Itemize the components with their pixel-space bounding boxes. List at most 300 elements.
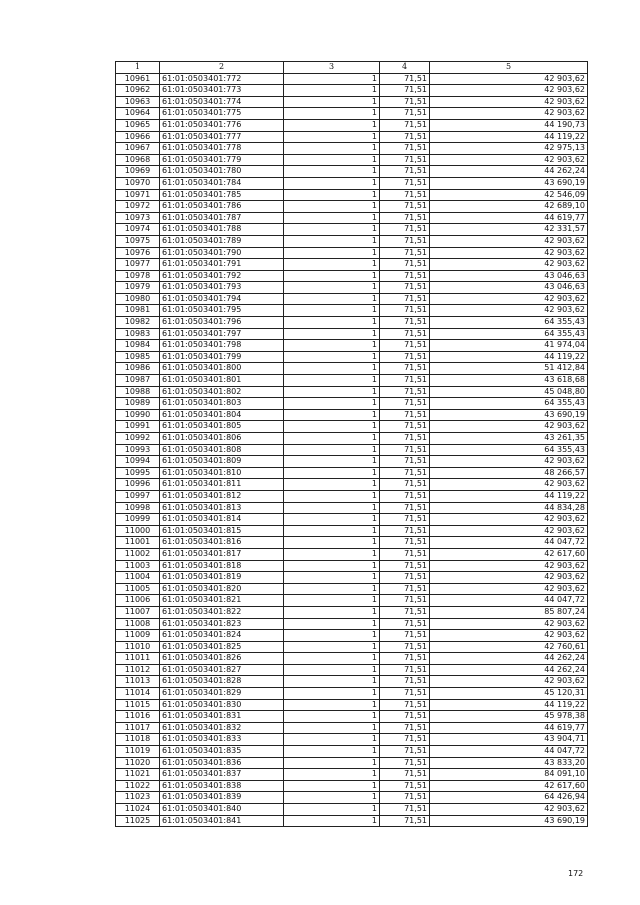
table-row [116, 143, 588, 155]
cadastral-number-cell: 61:01:0503401:803 [160, 398, 284, 410]
quantity-cell: 1 [284, 502, 380, 514]
row-number-cell: 10999 [116, 514, 160, 526]
value-cell: 44 047,72 [430, 746, 588, 758]
area-cell: 71,51 [380, 630, 430, 642]
row-number-cell: 11021 [116, 769, 160, 781]
quantity-cell: 1 [284, 815, 380, 827]
row-number-cell: 10996 [116, 479, 160, 491]
quantity-cell: 1 [284, 490, 380, 502]
cadastral-number-cell: 61:01:0503401:792 [160, 270, 284, 282]
row-number-cell: 11005 [116, 583, 160, 595]
quantity-cell: 1 [284, 433, 380, 445]
row-number-cell: 10961 [116, 73, 160, 85]
area-cell: 71,51 [380, 514, 430, 526]
quantity-cell: 1 [284, 746, 380, 758]
value-cell: 64 355,43 [430, 328, 588, 340]
row-number-cell: 10964 [116, 108, 160, 120]
cadastral-number-cell: 61:01:0503401:818 [160, 560, 284, 572]
cadastral-number-cell: 61:01:0503401:799 [160, 351, 284, 363]
row-number-cell: 11015 [116, 699, 160, 711]
area-cell: 71,51 [380, 119, 430, 131]
row-number-cell: 10963 [116, 96, 160, 108]
table-row [116, 630, 588, 642]
quantity-cell: 1 [284, 421, 380, 433]
value-cell: 42 903,62 [430, 525, 588, 537]
cadastral-number-cell: 61:01:0503401:778 [160, 143, 284, 155]
quantity-cell: 1 [284, 676, 380, 688]
quantity-cell: 1 [284, 351, 380, 363]
table-row [116, 537, 588, 549]
value-cell: 44 119,22 [430, 699, 588, 711]
value-cell: 43 618,68 [430, 375, 588, 387]
row-number-cell: 10998 [116, 502, 160, 514]
column-header-1: 1 [116, 62, 160, 74]
quantity-cell: 1 [284, 398, 380, 410]
area-cell: 71,51 [380, 560, 430, 572]
quantity-cell: 1 [284, 96, 380, 108]
row-number-cell: 11013 [116, 676, 160, 688]
quantity-cell: 1 [284, 560, 380, 572]
table-row [116, 328, 588, 340]
cadastral-number-cell: 61:01:0503401:826 [160, 653, 284, 665]
value-cell: 44 119,22 [430, 351, 588, 363]
row-number-cell: 11004 [116, 572, 160, 584]
quantity-cell: 1 [284, 305, 380, 317]
cadastral-number-cell: 61:01:0503401:816 [160, 537, 284, 549]
value-cell: 42 903,62 [430, 583, 588, 595]
area-cell: 71,51 [380, 641, 430, 653]
row-number-cell: 11011 [116, 653, 160, 665]
value-cell: 85 807,24 [430, 606, 588, 618]
value-cell: 43 690,19 [430, 815, 588, 827]
area-cell: 71,51 [380, 525, 430, 537]
area-cell: 71,51 [380, 537, 430, 549]
row-number-cell: 10971 [116, 189, 160, 201]
quantity-cell: 1 [284, 514, 380, 526]
cadastral-number-cell: 61:01:0503401:812 [160, 490, 284, 502]
quantity-cell: 1 [284, 688, 380, 700]
value-cell: 43 690,19 [430, 409, 588, 421]
cadastral-number-cell: 61:01:0503401:815 [160, 525, 284, 537]
area-cell: 71,51 [380, 688, 430, 700]
row-number-cell: 10992 [116, 433, 160, 445]
area-cell: 71,51 [380, 456, 430, 468]
area-cell: 71,51 [380, 490, 430, 502]
cadastral-number-cell: 61:01:0503401:774 [160, 96, 284, 108]
value-cell: 42 617,60 [430, 780, 588, 792]
cadastral-number-cell: 61:01:0503401:785 [160, 189, 284, 201]
column-header-4: 4 [380, 62, 430, 74]
row-number-cell: 10990 [116, 409, 160, 421]
quantity-cell: 1 [284, 177, 380, 189]
cadastral-number-cell: 61:01:0503401:827 [160, 664, 284, 676]
area-cell: 71,51 [380, 224, 430, 236]
table-row [116, 664, 588, 676]
table-row [116, 270, 588, 282]
row-number-cell: 10972 [116, 201, 160, 213]
quantity-cell: 1 [284, 769, 380, 781]
data-table [115, 61, 588, 827]
table-row [116, 618, 588, 630]
cadastral-number-cell: 61:01:0503401:808 [160, 444, 284, 456]
header-row [116, 62, 588, 74]
row-number-cell: 11002 [116, 548, 160, 560]
value-cell: 42 546,09 [430, 189, 588, 201]
area-cell: 71,51 [380, 293, 430, 305]
table-row [116, 421, 588, 433]
quantity-cell: 1 [284, 131, 380, 143]
row-number-cell: 10980 [116, 293, 160, 305]
row-number-cell: 10989 [116, 398, 160, 410]
row-number-cell: 10977 [116, 259, 160, 271]
area-cell: 71,51 [380, 757, 430, 769]
quantity-cell: 1 [284, 467, 380, 479]
cadastral-number-cell: 61:01:0503401:800 [160, 363, 284, 375]
value-cell: 42 331,57 [430, 224, 588, 236]
row-number-cell: 10962 [116, 85, 160, 97]
table-row [116, 409, 588, 421]
quantity-cell: 1 [284, 270, 380, 282]
value-cell: 42 903,62 [430, 514, 588, 526]
row-number-cell: 11018 [116, 734, 160, 746]
value-cell: 64 426,94 [430, 792, 588, 804]
table-row [116, 606, 588, 618]
table-row [116, 293, 588, 305]
row-number-cell: 10979 [116, 282, 160, 294]
area-cell: 71,51 [380, 618, 430, 630]
value-cell: 42 975,13 [430, 143, 588, 155]
value-cell: 44 119,22 [430, 490, 588, 502]
area-cell: 71,51 [380, 398, 430, 410]
table-row [116, 502, 588, 514]
quantity-cell: 1 [284, 224, 380, 236]
value-cell: 43 261,35 [430, 433, 588, 445]
quantity-cell: 1 [284, 108, 380, 120]
value-cell: 42 903,62 [430, 305, 588, 317]
cadastral-number-cell: 61:01:0503401:814 [160, 514, 284, 526]
area-cell: 71,51 [380, 85, 430, 97]
area-cell: 71,51 [380, 595, 430, 607]
cadastral-number-cell: 61:01:0503401:795 [160, 305, 284, 317]
quantity-cell: 1 [284, 189, 380, 201]
table-row [116, 548, 588, 560]
quantity-cell: 1 [284, 444, 380, 456]
area-cell: 71,51 [380, 769, 430, 781]
value-cell: 44 047,72 [430, 537, 588, 549]
area-cell: 71,51 [380, 166, 430, 178]
area-cell: 71,51 [380, 282, 430, 294]
cadastral-number-cell: 61:01:0503401:801 [160, 375, 284, 387]
cadastral-number-cell: 61:01:0503401:784 [160, 177, 284, 189]
value-cell: 64 355,43 [430, 317, 588, 329]
table-row [116, 815, 588, 827]
cadastral-number-cell: 61:01:0503401:830 [160, 699, 284, 711]
area-cell: 71,51 [380, 804, 430, 816]
quantity-cell: 1 [284, 583, 380, 595]
area-cell: 71,51 [380, 606, 430, 618]
table-row [116, 746, 588, 758]
area-cell: 71,51 [380, 444, 430, 456]
row-number-cell: 10993 [116, 444, 160, 456]
cadastral-number-cell: 61:01:0503401:797 [160, 328, 284, 340]
table-row [116, 108, 588, 120]
table-row [116, 467, 588, 479]
area-cell: 71,51 [380, 189, 430, 201]
cadastral-number-cell: 61:01:0503401:822 [160, 606, 284, 618]
table-row [116, 85, 588, 97]
area-cell: 71,51 [380, 746, 430, 758]
cadastral-number-cell: 61:01:0503401:780 [160, 166, 284, 178]
row-number-cell: 11007 [116, 606, 160, 618]
row-number-cell: 11009 [116, 630, 160, 642]
quantity-cell: 1 [284, 317, 380, 329]
table-row [116, 595, 588, 607]
table-row [116, 166, 588, 178]
cadastral-number-cell: 61:01:0503401:820 [160, 583, 284, 595]
value-cell: 43 833,20 [430, 757, 588, 769]
row-number-cell: 11003 [116, 560, 160, 572]
area-cell: 71,51 [380, 502, 430, 514]
area-cell: 71,51 [380, 270, 430, 282]
row-number-cell: 10994 [116, 456, 160, 468]
area-cell: 71,51 [380, 653, 430, 665]
cadastral-number-cell: 61:01:0503401:821 [160, 595, 284, 607]
quantity-cell: 1 [284, 375, 380, 387]
row-number-cell: 11006 [116, 595, 160, 607]
table-row [116, 189, 588, 201]
area-cell: 71,51 [380, 386, 430, 398]
area-cell: 71,51 [380, 583, 430, 595]
value-cell: 45 978,38 [430, 711, 588, 723]
area-cell: 71,51 [380, 421, 430, 433]
table-row [116, 804, 588, 816]
cadastral-number-cell: 61:01:0503401:794 [160, 293, 284, 305]
value-cell: 42 903,62 [430, 456, 588, 468]
value-cell: 44 190,73 [430, 119, 588, 131]
row-number-cell: 10982 [116, 317, 160, 329]
table-row [116, 398, 588, 410]
quantity-cell: 1 [284, 630, 380, 642]
cadastral-number-cell: 61:01:0503401:831 [160, 711, 284, 723]
cadastral-number-cell: 61:01:0503401:810 [160, 467, 284, 479]
quantity-cell: 1 [284, 119, 380, 131]
value-cell: 84 091,10 [430, 769, 588, 781]
cadastral-number-cell: 61:01:0503401:804 [160, 409, 284, 421]
value-cell: 42 903,62 [430, 572, 588, 584]
column-header-3: 3 [284, 62, 380, 74]
value-cell: 44 619,77 [430, 722, 588, 734]
quantity-cell: 1 [284, 804, 380, 816]
quantity-cell: 1 [284, 143, 380, 155]
area-cell: 71,51 [380, 664, 430, 676]
value-cell: 42 903,62 [430, 154, 588, 166]
quantity-cell: 1 [284, 386, 380, 398]
cadastral-number-cell: 61:01:0503401:828 [160, 676, 284, 688]
cadastral-number-cell: 61:01:0503401:772 [160, 73, 284, 85]
row-number-cell: 10988 [116, 386, 160, 398]
area-cell: 71,51 [380, 201, 430, 213]
value-cell: 45 048,80 [430, 386, 588, 398]
value-cell: 43 904,71 [430, 734, 588, 746]
row-number-cell: 11001 [116, 537, 160, 549]
quantity-cell: 1 [284, 606, 380, 618]
table-row [116, 340, 588, 352]
table-row [116, 734, 588, 746]
value-cell: 43 046,63 [430, 270, 588, 282]
table-row [116, 73, 588, 85]
value-cell: 48 266,57 [430, 467, 588, 479]
quantity-cell: 1 [284, 247, 380, 259]
quantity-cell: 1 [284, 780, 380, 792]
row-number-cell: 10966 [116, 131, 160, 143]
cadastral-number-cell: 61:01:0503401:811 [160, 479, 284, 491]
table-row [116, 212, 588, 224]
cadastral-number-cell: 61:01:0503401:839 [160, 792, 284, 804]
cadastral-number-cell: 61:01:0503401:773 [160, 85, 284, 97]
table-row [116, 305, 588, 317]
table-row [116, 757, 588, 769]
cadastral-number-cell: 61:01:0503401:823 [160, 618, 284, 630]
row-number-cell: 10985 [116, 351, 160, 363]
column-header-5: 5 [430, 62, 588, 74]
row-number-cell: 11024 [116, 804, 160, 816]
row-number-cell: 10987 [116, 375, 160, 387]
value-cell: 42 903,62 [430, 247, 588, 259]
area-cell: 71,51 [380, 340, 430, 352]
quantity-cell: 1 [284, 722, 380, 734]
area-cell: 71,51 [380, 143, 430, 155]
area-cell: 71,51 [380, 699, 430, 711]
cadastral-number-cell: 61:01:0503401:833 [160, 734, 284, 746]
row-number-cell: 11019 [116, 746, 160, 758]
table-row [116, 177, 588, 189]
area-cell: 71,51 [380, 328, 430, 340]
cadastral-number-cell: 61:01:0503401:819 [160, 572, 284, 584]
value-cell: 44 834,28 [430, 502, 588, 514]
area-cell: 71,51 [380, 548, 430, 560]
area-cell: 71,51 [380, 792, 430, 804]
cadastral-number-cell: 61:01:0503401:840 [160, 804, 284, 816]
quantity-cell: 1 [284, 757, 380, 769]
table-row [116, 490, 588, 502]
area-cell: 71,51 [380, 131, 430, 143]
cadastral-number-cell: 61:01:0503401:805 [160, 421, 284, 433]
row-number-cell: 11016 [116, 711, 160, 723]
table-row [116, 351, 588, 363]
area-cell: 71,51 [380, 734, 430, 746]
value-cell: 41 974,04 [430, 340, 588, 352]
quantity-cell: 1 [284, 537, 380, 549]
cadastral-number-cell: 61:01:0503401:790 [160, 247, 284, 259]
cadastral-number-cell: 61:01:0503401:832 [160, 722, 284, 734]
row-number-cell: 10970 [116, 177, 160, 189]
value-cell: 42 903,62 [430, 676, 588, 688]
value-cell: 44 262,24 [430, 166, 588, 178]
value-cell: 42 903,62 [430, 85, 588, 97]
area-cell: 71,51 [380, 467, 430, 479]
value-cell: 42 903,62 [430, 560, 588, 572]
table-row [116, 235, 588, 247]
area-cell: 71,51 [380, 815, 430, 827]
table-row [116, 479, 588, 491]
quantity-cell: 1 [284, 212, 380, 224]
table-row [116, 525, 588, 537]
row-number-cell: 10997 [116, 490, 160, 502]
quantity-cell: 1 [284, 409, 380, 421]
row-number-cell: 11020 [116, 757, 160, 769]
quantity-cell: 1 [284, 641, 380, 653]
row-number-cell: 11000 [116, 525, 160, 537]
value-cell: 51 412,84 [430, 363, 588, 375]
table-row [116, 386, 588, 398]
quantity-cell: 1 [284, 618, 380, 630]
value-cell: 44 262,24 [430, 664, 588, 676]
table-row [116, 456, 588, 468]
cadastral-number-cell: 61:01:0503401:841 [160, 815, 284, 827]
table-row [116, 119, 588, 131]
table-row [116, 653, 588, 665]
row-number-cell: 10995 [116, 467, 160, 479]
quantity-cell: 1 [284, 479, 380, 491]
row-number-cell: 11017 [116, 722, 160, 734]
table-row [116, 201, 588, 213]
table-row [116, 780, 588, 792]
table-row [116, 375, 588, 387]
table-row [116, 259, 588, 271]
row-number-cell: 11010 [116, 641, 160, 653]
value-cell: 42 903,62 [430, 96, 588, 108]
row-number-cell: 11014 [116, 688, 160, 700]
quantity-cell: 1 [284, 653, 380, 665]
quantity-cell: 1 [284, 664, 380, 676]
area-cell: 71,51 [380, 247, 430, 259]
value-cell: 44 619,77 [430, 212, 588, 224]
area-cell: 71,51 [380, 259, 430, 271]
value-cell: 42 903,62 [430, 293, 588, 305]
quantity-cell: 1 [284, 340, 380, 352]
row-number-cell: 11012 [116, 664, 160, 676]
area-cell: 71,51 [380, 154, 430, 166]
cadastral-number-cell: 61:01:0503401:786 [160, 201, 284, 213]
table-row [116, 96, 588, 108]
table-row [116, 583, 588, 595]
value-cell: 43 046,63 [430, 282, 588, 294]
quantity-cell: 1 [284, 734, 380, 746]
area-cell: 71,51 [380, 572, 430, 584]
page-number: 172 [568, 869, 584, 878]
value-cell: 42 903,62 [430, 630, 588, 642]
quantity-cell: 1 [284, 456, 380, 468]
table-row [116, 224, 588, 236]
row-number-cell: 10974 [116, 224, 160, 236]
value-cell: 44 047,72 [430, 595, 588, 607]
table-row [116, 769, 588, 781]
quantity-cell: 1 [284, 201, 380, 213]
cadastral-number-cell: 61:01:0503401:796 [160, 317, 284, 329]
value-cell: 42 617,60 [430, 548, 588, 560]
area-cell: 71,51 [380, 433, 430, 445]
column-header-2: 2 [160, 62, 284, 74]
area-cell: 71,51 [380, 711, 430, 723]
row-number-cell: 11008 [116, 618, 160, 630]
quantity-cell: 1 [284, 154, 380, 166]
cadastral-number-cell: 61:01:0503401:825 [160, 641, 284, 653]
quantity-cell: 1 [284, 328, 380, 340]
value-cell: 42 903,62 [430, 108, 588, 120]
value-cell: 42 903,62 [430, 421, 588, 433]
table-row [116, 444, 588, 456]
value-cell: 64 355,43 [430, 444, 588, 456]
